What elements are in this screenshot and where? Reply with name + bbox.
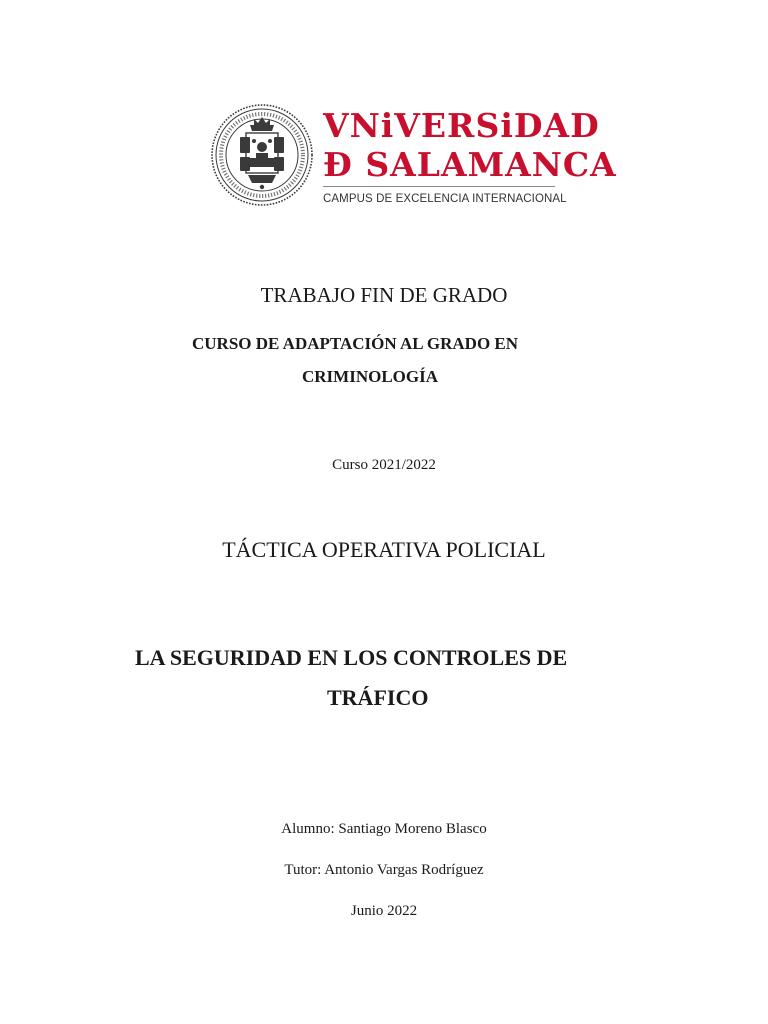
tutor-name: Tutor: Antonio Vargas Rodríguez xyxy=(284,862,484,878)
submission-date: Junio 2022 xyxy=(350,903,418,919)
student-name: Alumno: Santiago Moreno Blasco xyxy=(281,821,487,837)
university-name-line2: Ð SALAMANCA xyxy=(323,145,617,184)
document-type-title: TRABAJO FIN DE GRADO xyxy=(260,283,508,307)
thesis-title-line2: TRÁFICO xyxy=(327,685,429,710)
course-name-line1: CURSO DE ADAPTACIÓN AL GRADO EN xyxy=(192,334,519,353)
course-name-line2: CRIMINOLOGÍA xyxy=(302,367,439,386)
university-logo xyxy=(210,100,617,212)
campus-tagline: CAMPUS DE EXCELENCIA INTERNACIONAL xyxy=(323,193,567,205)
university-seal-icon xyxy=(210,103,314,207)
academic-year: Curso 2021/2022 xyxy=(332,457,436,473)
thesis-title-line1: LA SEGURIDAD EN LOS CONTROLES DE xyxy=(135,645,568,670)
subject-title: TÁCTICA OPERATIVA POLICIAL xyxy=(222,537,546,562)
logo-divider xyxy=(323,186,555,187)
university-name-line1: VNiVERSiDAD xyxy=(323,106,600,145)
